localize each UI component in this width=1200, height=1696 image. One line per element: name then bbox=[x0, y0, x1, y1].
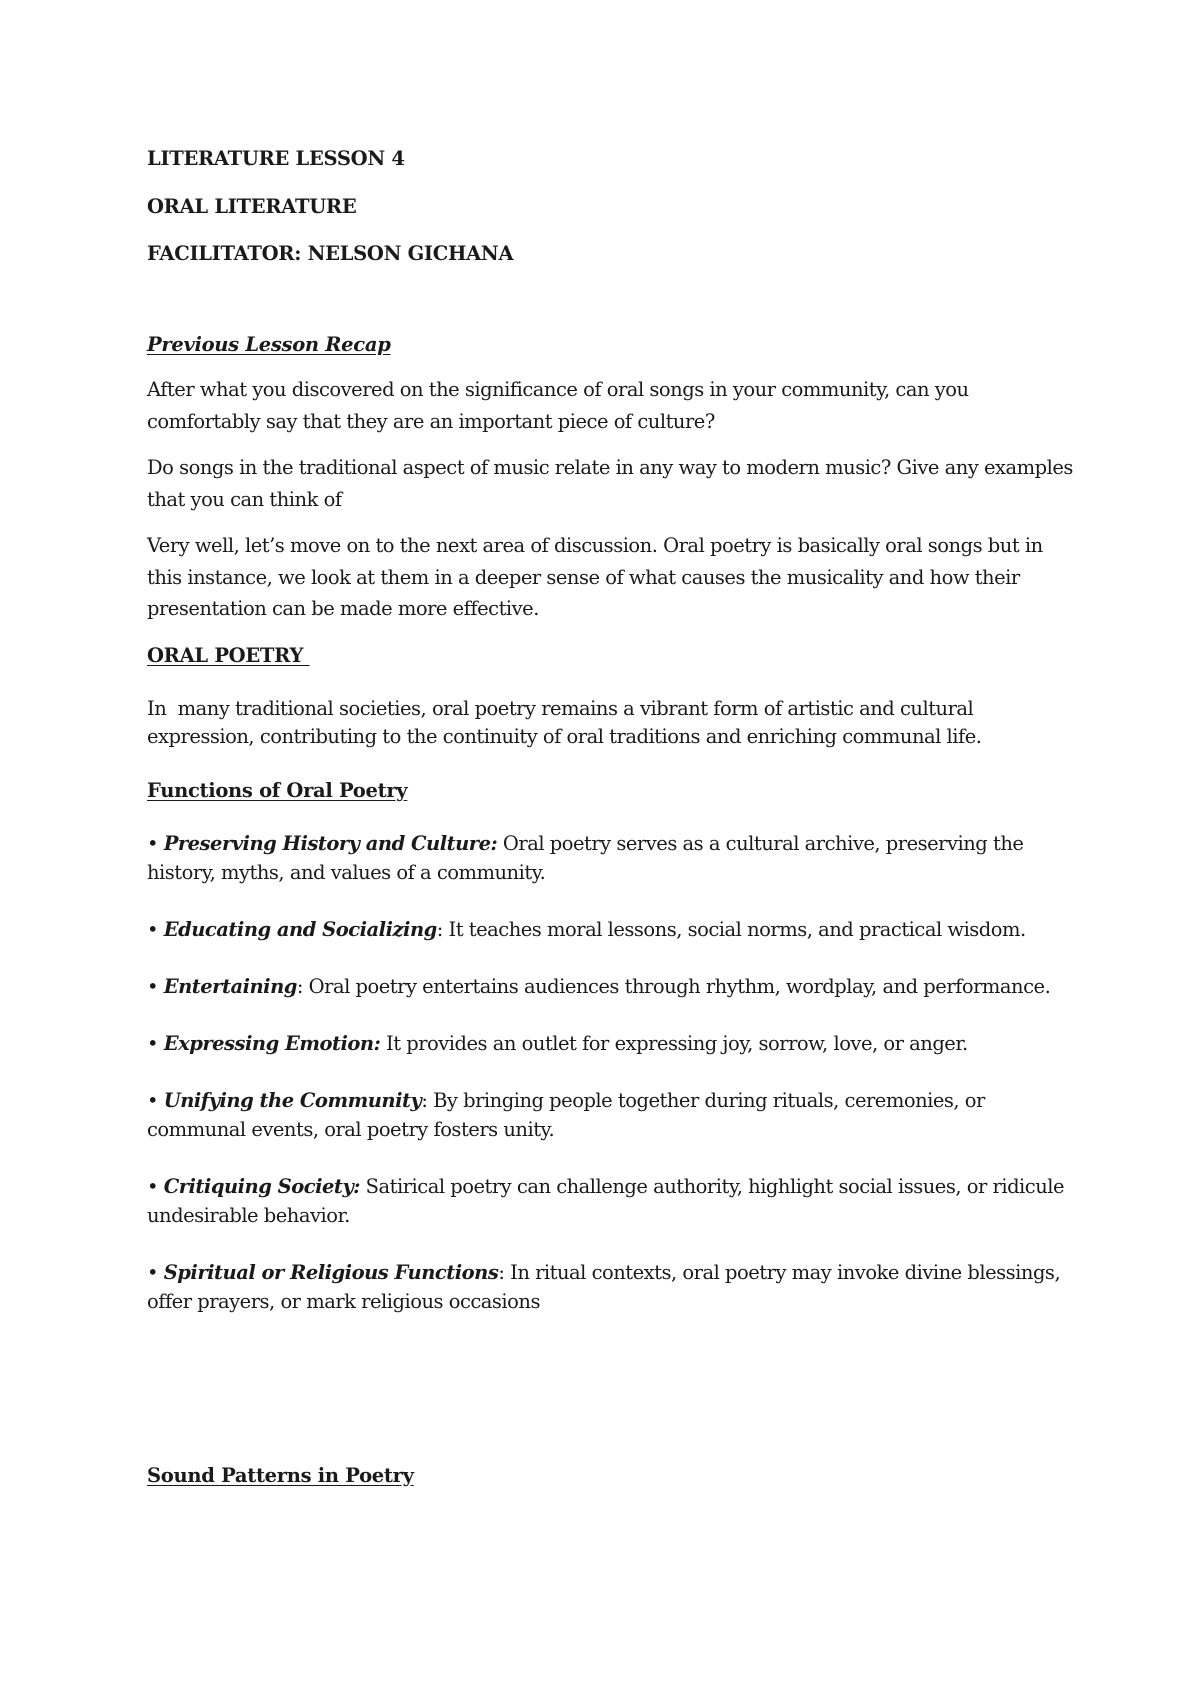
bullet-icon: • bbox=[147, 1031, 159, 1055]
list-item bbox=[147, 829, 1080, 887]
recap-heading: Previous Lesson Recap bbox=[147, 332, 391, 356]
function-description: : By bringing people together during rituals, ceremonies, or communal events, oral poetry fosters unity. bbox=[147, 1088, 985, 1141]
bullet-icon: • bbox=[147, 1174, 159, 1198]
oral-poetry-heading: ORAL POETRY bbox=[147, 643, 310, 667]
bullet-icon: • bbox=[147, 1260, 159, 1284]
recap-paragraph-2: Do songs in the traditional aspect of music relate in any way to modern music? Give any examples that you can think of bbox=[147, 456, 1073, 511]
function-description: Oral poetry serves as a cultural archive, preserving the history, myths, and values of a community. bbox=[147, 831, 1024, 884]
function-term: Entertaining bbox=[163, 974, 297, 998]
function-term: Spiritual or Religious Functions bbox=[163, 1260, 499, 1284]
function-description: : In ritual contexts, oral poetry may invoke divine blessings, offer prayers, or mark religious occasions bbox=[147, 1260, 1061, 1313]
list-item bbox=[147, 915, 1080, 944]
function-description: It provides an outlet for expressing joy, sorrow, love, or anger. bbox=[380, 1031, 968, 1055]
bullet-icon: • bbox=[147, 1088, 159, 1112]
recap-paragraph-1: After what you discovered on the significance of oral songs in your community, can you comfortably say that they are an important piece of culture? bbox=[147, 378, 969, 433]
function-description: : It teaches moral lessons, social norms, and practical wisdom. bbox=[436, 917, 1026, 941]
bullet-icon: • bbox=[147, 831, 159, 855]
bullet-icon: • bbox=[147, 974, 159, 998]
function-term: Expressing Emotion: bbox=[163, 1031, 381, 1055]
list-item bbox=[147, 1258, 1080, 1316]
list-item bbox=[147, 1029, 1080, 1058]
function-term: Unifying the Community bbox=[163, 1088, 422, 1112]
list-item bbox=[147, 972, 1080, 1001]
bullet-icon: • bbox=[147, 917, 159, 941]
functions-list bbox=[147, 829, 1080, 1316]
function-description: Satirical poetry can challenge authority, highlight social issues, or ridicule undesirable behavior. bbox=[147, 1174, 1065, 1227]
function-term: Preserving History and Culture: bbox=[163, 831, 498, 855]
functions-heading: Functions of Oral Poetry bbox=[147, 779, 408, 802]
function-term: Educating and Socializing bbox=[163, 917, 437, 941]
facilitator-line: FACILITATOR: NELSON GICHANA bbox=[147, 242, 514, 265]
list-item bbox=[147, 1172, 1080, 1230]
oral-poetry-intro: In many traditional societies, oral poetry remains a vibrant form of artistic and cultural expression, contributing to the continuity of oral traditions and enriching communal life. bbox=[147, 697, 982, 748]
sound-patterns-heading: Sound Patterns in Poetry bbox=[147, 1463, 414, 1487]
subject-title: ORAL LITERATURE bbox=[147, 194, 357, 218]
recap-paragraph-3: Very well, let’s move on to the next area of discussion. Oral poetry is basically oral songs but in this instance, we look at them in a deeper sense of what causes the musicality and how their presentation can be made more effective. bbox=[147, 534, 1043, 620]
function-term: Critiquing Society: bbox=[163, 1174, 360, 1198]
function-description: : Oral poetry entertains audiences through rhythm, wordplay, and performance. bbox=[296, 974, 1051, 998]
list-item bbox=[147, 1086, 1080, 1144]
lesson-title: LITERATURE LESSON 4 bbox=[147, 147, 405, 170]
